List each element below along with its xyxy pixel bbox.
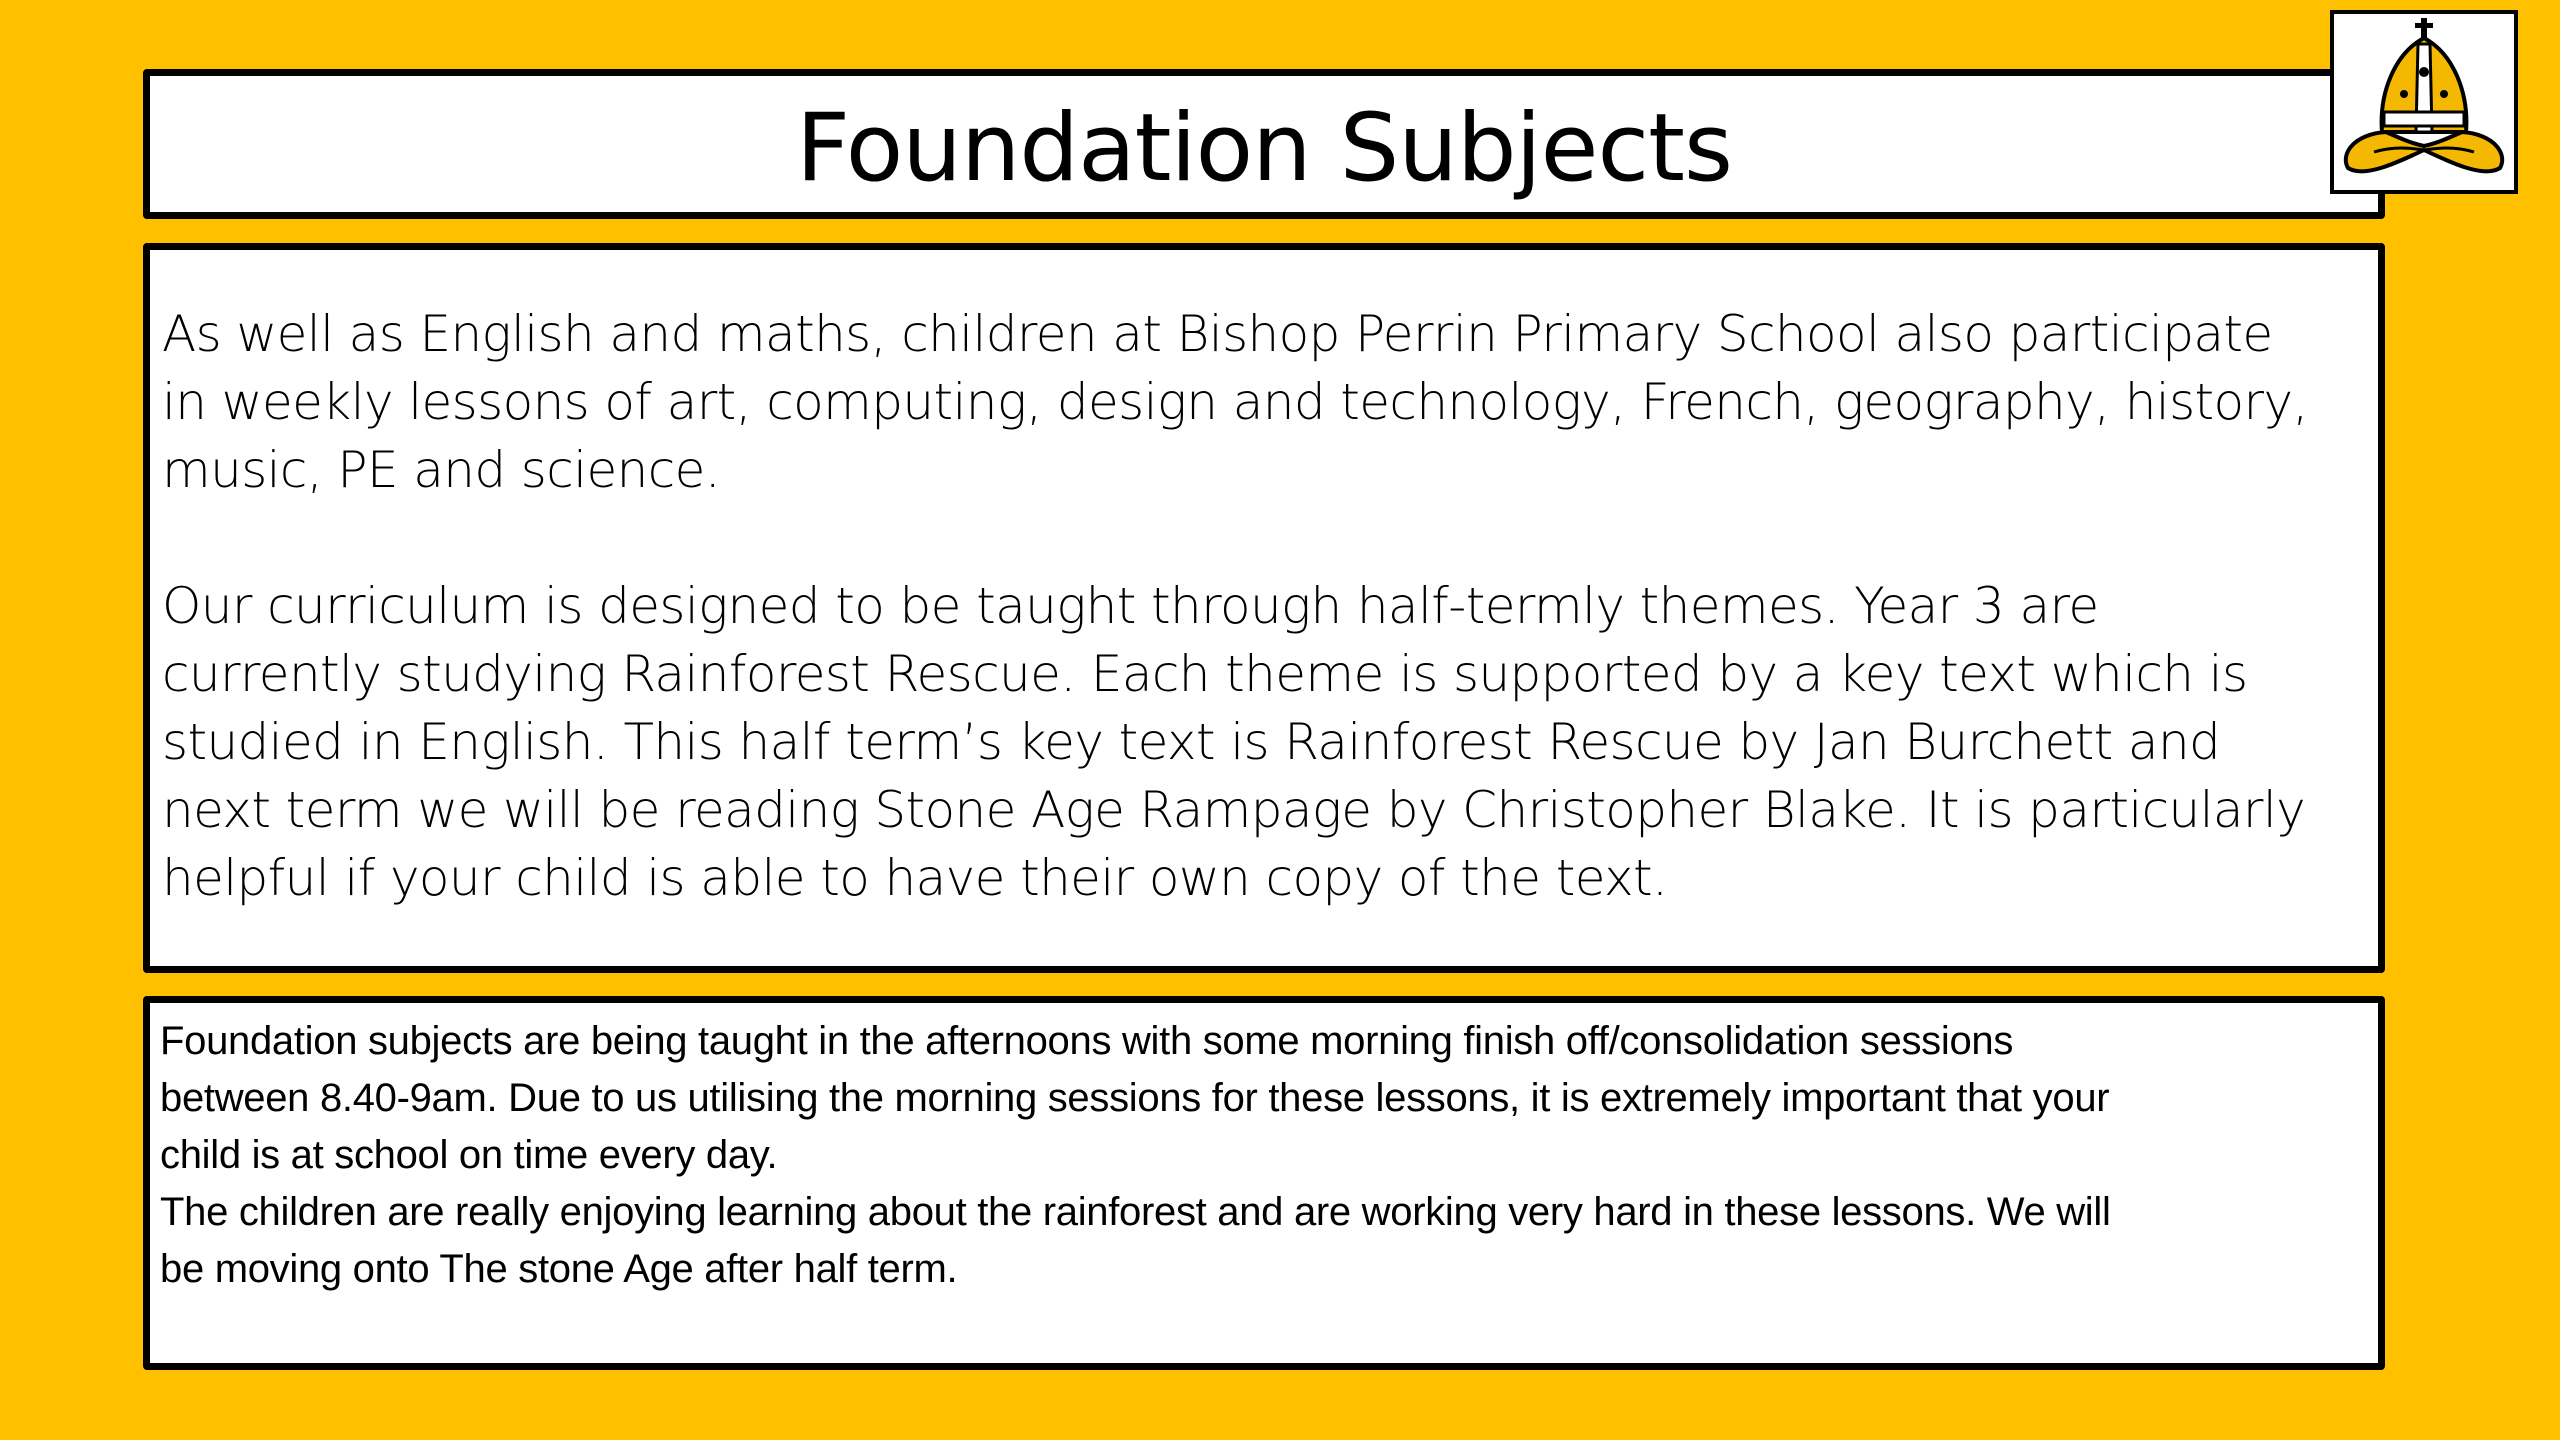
note-box <box>143 996 2385 1370</box>
curriculum-paragraph: As well as English and maths, children at Bishop Perrin Primary School also participate in weekly lessons of art, computing, design and technology, French, geography, history, music, PE and science. <box>162 305 2308 499</box>
title-box <box>143 69 2385 219</box>
progress-paragraph: The children are really enjoying learning about the rainforest and are working very hard in these lessons. We will be moving onto The stone Age after half term. <box>160 1190 2111 1291</box>
themes-paragraph: Our curriculum is designed to be taught through half-termly themes. Year 3 are currently studying Rainforest Rescue. Each theme is supported by a key text which is studied in English. This half term’s key text is Rainforest Rescue by Jan Burchett and next term we will be reading Stone Age Rampage by Christopher Blake. It is particularly helpful if your child is able to have their own copy of the text. <box>162 577 2306 907</box>
note-text <box>160 1013 2375 1298</box>
main-content-box <box>143 243 2385 973</box>
timing-paragraph: Foundation subjects are being taught in the afternoons with some morning finish off/consolidation sessions between 8.40-9am. Due to us utilising the morning sessions for these lessons, it is extremely important that your child is at school on time every day. <box>160 1019 2110 1177</box>
mitre-crest-icon <box>2334 14 2514 190</box>
school-logo <box>2330 10 2518 194</box>
page-title: Foundation Subjects <box>796 94 1732 203</box>
main-text <box>162 300 2372 980</box>
